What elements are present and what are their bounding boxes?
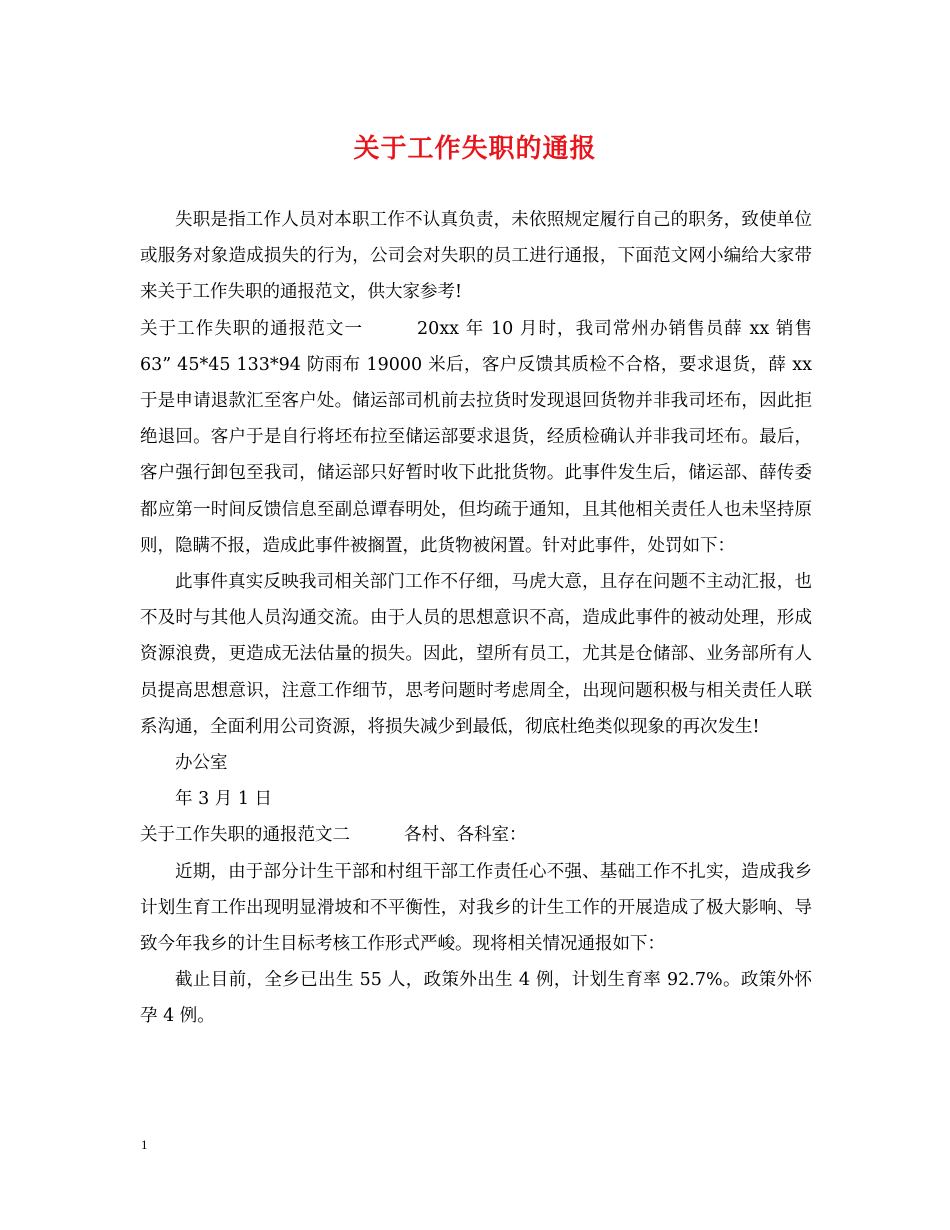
sample1-date: 年 3 月 1 日 [175,789,273,810]
sample2-salutation: 各村、各科室： [404,825,527,846]
document-title: 关于工作失职的通报 [353,134,597,164]
sample2-heading-line [140,817,812,853]
sample2-paragraph-2: 截止目前，全乡已出生 55 人，政策外出生 4 例，计划生育率 92.7%。政策外怀孕 4 例。 [140,970,812,1027]
document-body [140,202,812,1035]
sample2-heading: 关于工作失职的通报范文二 [140,825,350,846]
sample1-paragraph-2: 此事件真实反映我司相关部门工作不仔细，马虎大意，且存在问题不主动汇报，也不及时与其他人员沟通交流。由于人员的思想意识不高，造成此事件的被动处理，形成资源浪费，更造成无法估量的损失。因此，望所有员工，尤其是仓储部、业务部所有人员提高思想意识，注意工作细节，思考问题时考虑周全，出现问题积极与相关责任人联系沟通，全面利用公司资源，将损失减少到最低，彻底杜绝类似现象的再次发生! [140,572,812,737]
sample1-heading: 关于工作失职的通报范文一 [140,318,364,339]
sample1-body: 20xx 年 10 月时，我司常州办销售员薛 xx 销售 63” 45*45 133*94 防雨布 19000 米后，客户反馈其质检不合格，要求退货，薛 xx 于是申请退款汇至客户处。储运部司机前去拉货时发现退回货物并非我司坯布，因此拒绝退回。客户于是自行将坯布拉至储运部要求退货，经质检确认并非我司坯布。最后，客户强行卸包至我司，储运部只好暂时收下此批货物。此事件发生后，储运部、薛传委都应第一时间反馈信息至副总谭春明处，但均疏于通知，且其他相关责任人也未坚持原则，隐瞒不报，造成此事件被搁置，此货物被闲置。针对此事件，处罚如下： [140,318,813,556]
sample1-paragraph [140,311,812,564]
sample2-paragraph: 近期，由于部分计生干部和村组干部工作责任心不强、基础工作不扎实，造成我乡计划生育工作出现明显滑坡和不平衡性，对我乡的计生工作的开展造成了极大影响、导致今年我乡的计生目标考核工作形式严峻。现将相关情况通报如下： [140,861,812,955]
page-number: 1 [141,1137,148,1152]
intro-paragraph: 失职是指工作人员对本职工作不认真负责，未依照规定履行自己的职务，致使单位或服务对象造成损失的行为，公司会对失职的员工进行通报，下面范文网小编给大家带来关于工作失职的通报范文，供大家参考! [140,210,812,303]
sample1-signer: 办公室 [175,753,228,774]
